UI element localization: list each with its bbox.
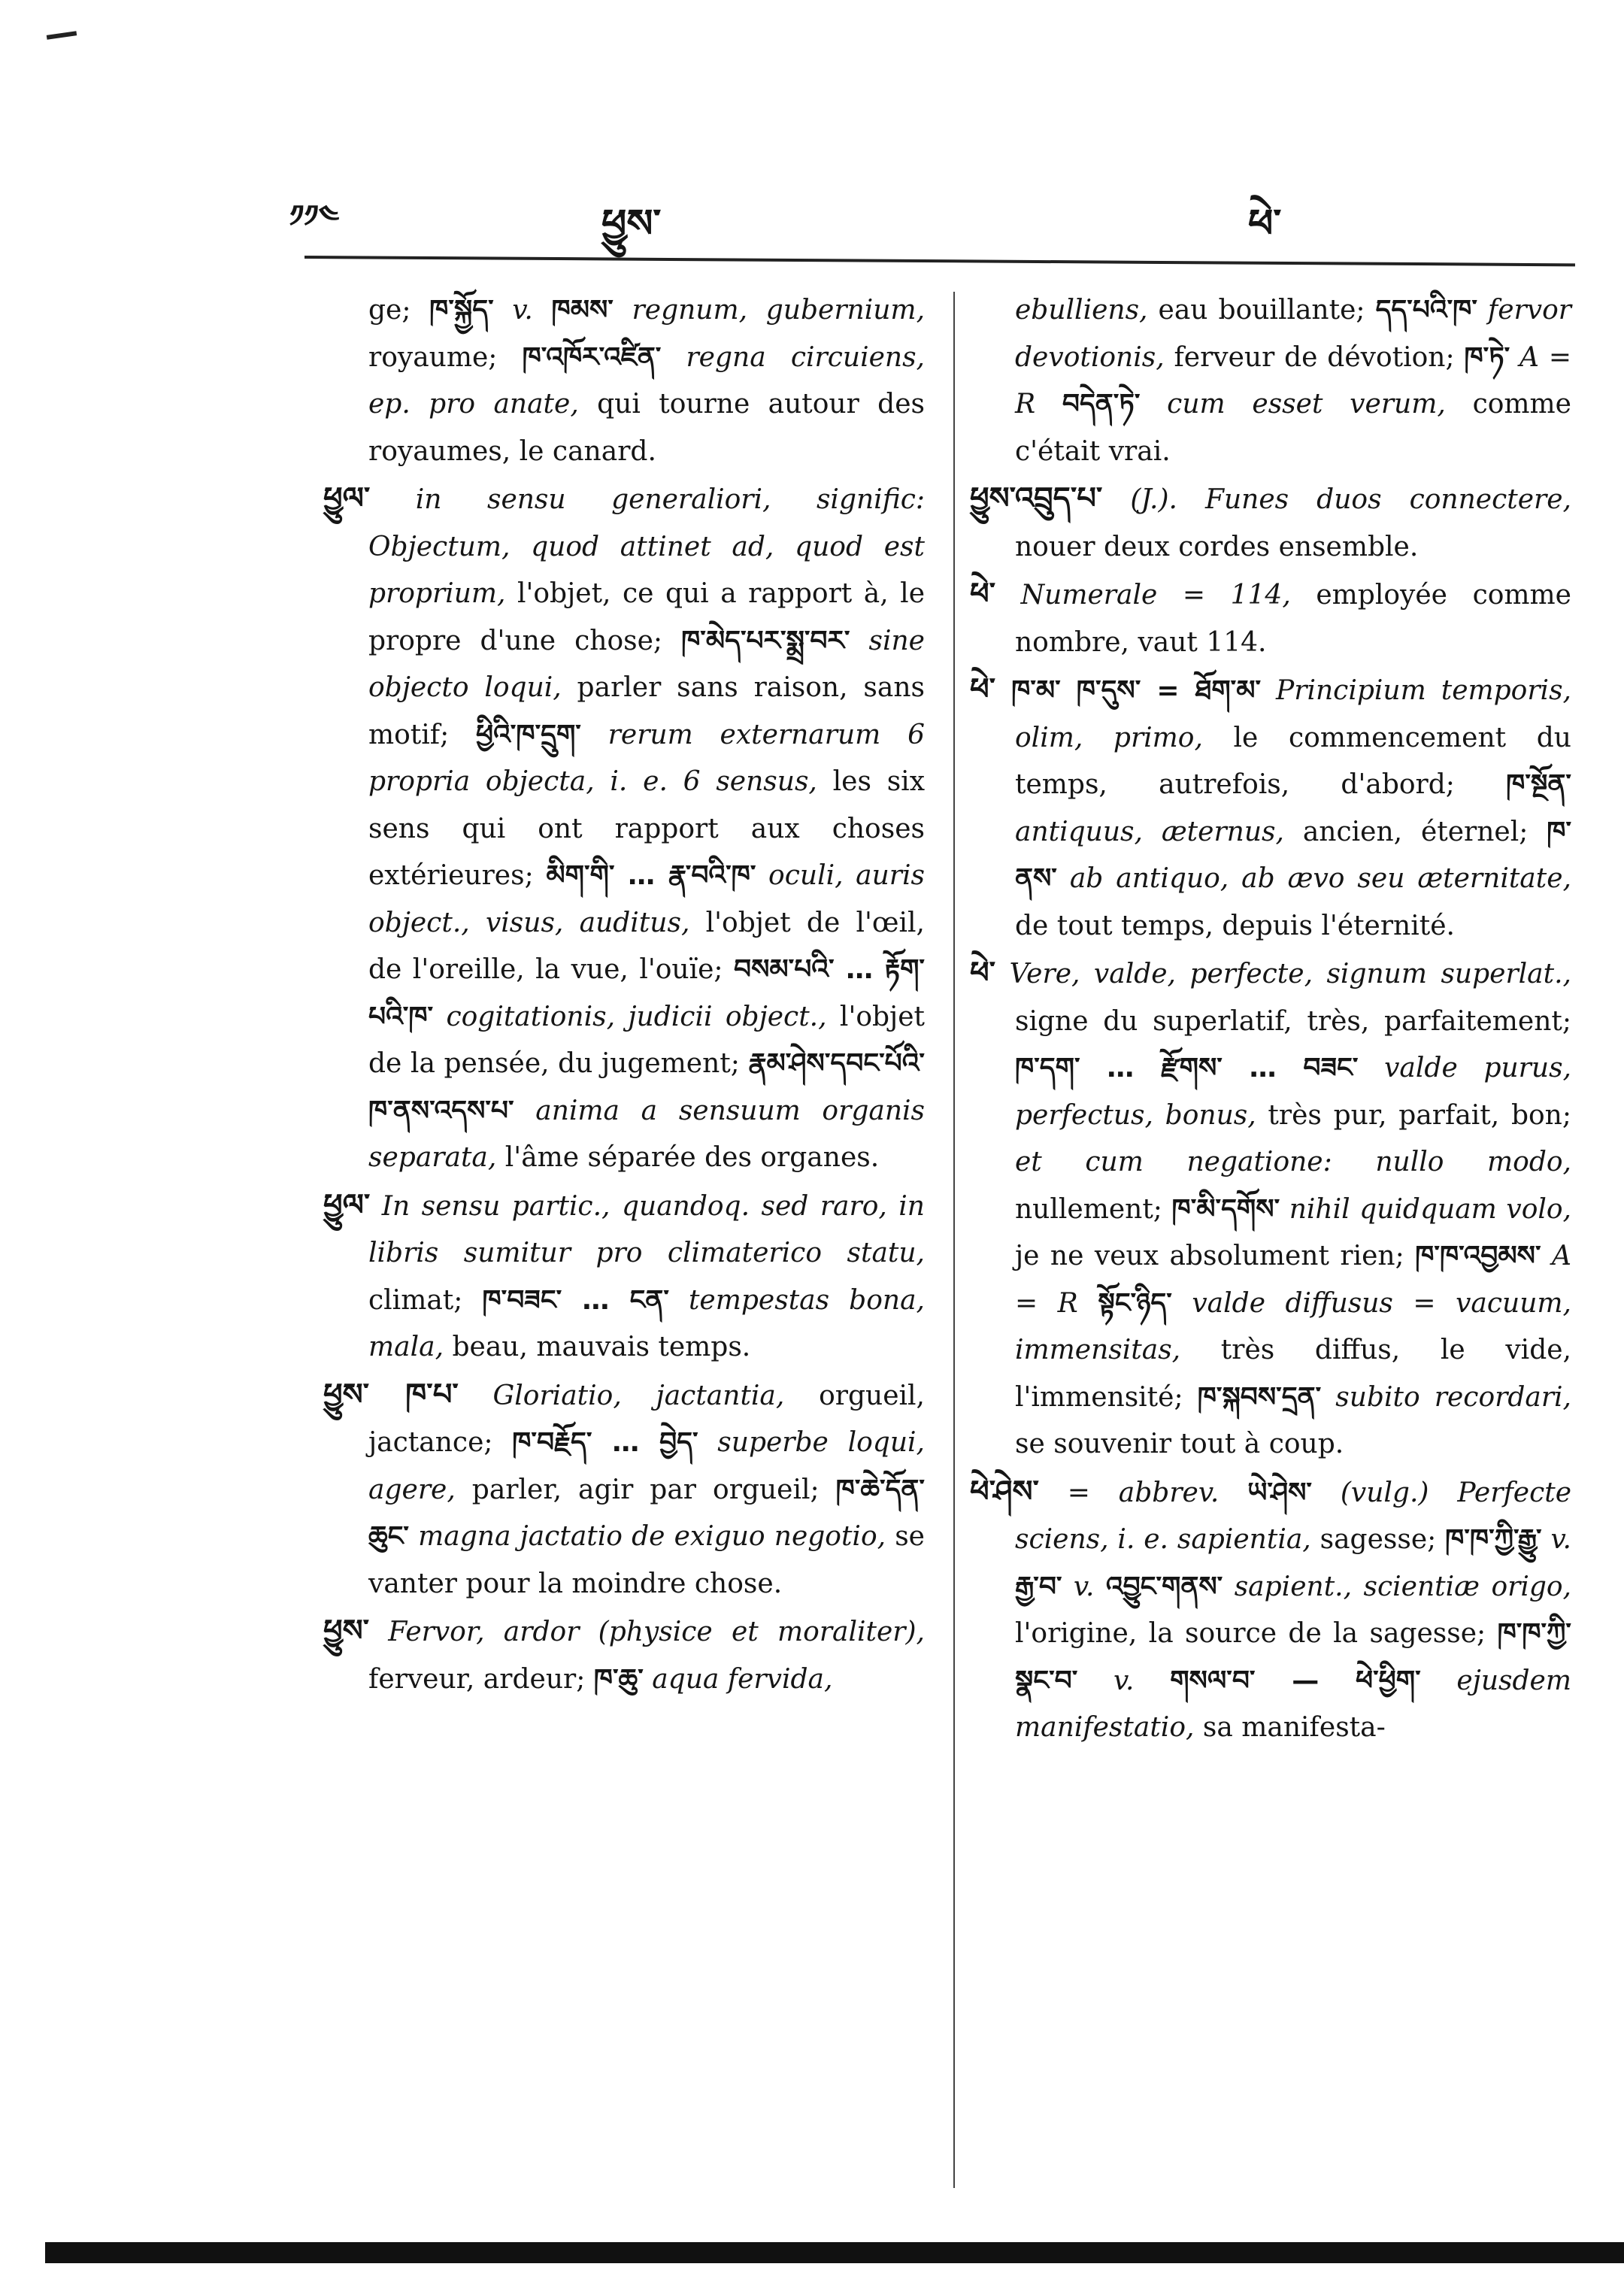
dictionary-entry <box>323 1182 925 1371</box>
column-divider <box>953 292 955 2188</box>
tibetan-term: ཁ་ཁ་འབྱམས་ <box>1415 1241 1541 1271</box>
french-gloss: très diffus, le vide, l'immensité; <box>1015 1335 1571 1413</box>
french-gloss: beau, mauvais temps. <box>444 1332 751 1362</box>
tibetan-term: ཁ་མི་དགོས་ <box>1171 1193 1280 1225</box>
french-gloss: employée comme nombre, vaut 114. <box>1015 580 1571 658</box>
french-gloss: ferveur de dévotion; <box>1164 341 1465 373</box>
french-gloss: l'objet de l'œil, de l'oreille, la vue, l'ouïe; <box>368 907 925 985</box>
french-gloss: ancien, éternel; <box>1283 816 1547 847</box>
dictionary-entry <box>323 1608 925 1703</box>
right-column <box>970 287 1571 1752</box>
french-gloss: royaume; <box>368 341 523 373</box>
latin-gloss: A = R <box>1015 1241 1571 1319</box>
latin-gloss: fervor devotionis, <box>1015 295 1571 373</box>
tibetan-term: ཁ་ནས་ <box>1015 816 1572 894</box>
bottom-scan-edge <box>45 2242 1624 2263</box>
latin-gloss: sapient., scientiæ origo, <box>1223 1571 1571 1602</box>
tibetan-term: ཁ་སྐབས་དྲན་ <box>1197 1381 1322 1413</box>
tibetan-term: མིག་གི་ … རྣ་བའི་ཁ་ <box>546 860 756 891</box>
french-gloss: l'origine, la source de la sagesse; <box>1015 1618 1498 1649</box>
french-gloss: l'objet, ce qui a rapport à, le propre d'une chose; <box>368 578 925 656</box>
tibetan-term: རྣམ་ཤེས་དབང་པོའི་ཁ་ནས་འདས་པ་ <box>368 1048 925 1126</box>
latin-gloss: cum esset verum, <box>1140 389 1446 420</box>
latin-gloss: oculi, auris object., visus, auditus, <box>368 860 926 938</box>
latin-gloss: v. <box>1541 1524 1572 1555</box>
latin-gloss: Fervor, ardor (physice et moraliter), <box>369 1617 925 1647</box>
french-gloss: climat; <box>368 1284 483 1316</box>
dictionary-entry <box>323 287 925 475</box>
dictionary-entry <box>970 287 1571 475</box>
french-gloss: nouer deux cordes ensemble. <box>1015 531 1419 562</box>
header-rule <box>304 256 1575 266</box>
tibetan-term: འབྱུང་གནས་ <box>1105 1571 1223 1602</box>
latin-gloss: In sensu partic., quandoq. sed raro, in libris sumitur pro climaterico statu, <box>368 1190 925 1268</box>
dictionary-entry <box>970 666 1571 950</box>
dictionary-entry <box>323 1371 925 1608</box>
entry-headword: ཕྱུལ་ <box>323 1187 371 1223</box>
latin-gloss: superbe loqui, agere, <box>368 1427 925 1505</box>
french-gloss: le commencement du temps, autrefois, d'abord; <box>1015 722 1571 800</box>
french-gloss: de tout temps, depuis l'éternité. <box>1015 910 1455 941</box>
latin-gloss: ebulliens, <box>1015 295 1148 326</box>
latin-gloss: (vulg.) Perfecte sciens, i. e. sapientia, <box>1015 1477 1572 1555</box>
tibetan-term: ཁ་སྔོན་ <box>1506 769 1571 800</box>
latin-gloss: in sensu generaliori, signific: Objectum, quod attinet ad, quod est proprium, <box>368 484 925 609</box>
left-column <box>323 287 925 1703</box>
french-gloss: sagesse; <box>1310 1524 1446 1555</box>
tibetan-term: བདེན་ཏེ་ <box>1062 389 1141 420</box>
tibetan-term: ཁ་ཆུ་ <box>593 1663 644 1695</box>
latin-gloss: antiquus, æternus, <box>1015 816 1284 847</box>
latin-gloss: = abbrev. <box>1038 1477 1248 1508</box>
tibetan-term: ཁ་ཁ་ཀྱི་རྒྱུ་ <box>1445 1524 1542 1555</box>
french-gloss: comme c'était vrai. <box>1015 389 1571 467</box>
french-gloss: l'objet de la pensée, du jugement; <box>368 1001 925 1079</box>
french-gloss: qui tourne autour des royaumes, le canard. <box>368 389 925 467</box>
entry-headword: ཕེ་ <box>970 956 996 990</box>
entry-headword: ཕྱུས་ <box>323 1614 370 1648</box>
entry-headword: ཕེ་ཤེས་ <box>970 1474 1039 1509</box>
french-gloss: orgueil, jactance; <box>368 1380 925 1458</box>
tibetan-term: ཕྱིའི་ཁ་དྲུག་ <box>476 719 581 750</box>
french-gloss: très pur, parfait, bon; <box>1256 1099 1571 1131</box>
french-gloss: sa manifesta- <box>1194 1712 1386 1743</box>
entry-headword: ཕྱུས་ ཁ་པ་ <box>323 1377 459 1412</box>
french-gloss: l'âme séparée des organes. <box>496 1142 880 1173</box>
latin-gloss: rerum externarum 6 propria objecta, i. e. 6 sensus, <box>368 719 925 797</box>
latin-gloss: aqua fervida, <box>643 1663 833 1695</box>
right-running-head: ཕེ་ <box>1248 202 1282 247</box>
latin-gloss: valde diffusus = vacuum, immensitas, <box>1015 1287 1572 1365</box>
latin-gloss: valde purus, perfectus, bonus, <box>1015 1053 1571 1131</box>
tibetan-term: ཁ་དག་ … རྫོགས་ … བཟང་ <box>1015 1053 1359 1083</box>
tibetan-term: ཁ་ཁ་ཀྱི་སྣང་བ་ <box>1015 1618 1571 1696</box>
corner-mark <box>47 31 77 40</box>
latin-gloss: Numerale = 114, <box>995 580 1291 611</box>
entry-headword: ཕྱུས་འབྲུད་པ་ <box>970 481 1103 516</box>
tibetan-term: ཁ་ཏེ་ <box>1464 341 1510 373</box>
tibetan-term: སྟོང་ཉིད་ <box>1098 1287 1172 1319</box>
dictionary-entry <box>970 475 1571 571</box>
french-gloss: eau bouillante; <box>1147 295 1376 326</box>
latin-gloss: regna circuiens, ep. pro anate, <box>368 341 925 420</box>
entry-headword: ཕེ་ <box>970 672 996 707</box>
latin-gloss: Gloriatio, jactantia, <box>458 1380 785 1411</box>
dictionary-entry <box>970 950 1571 1468</box>
tibetan-term: ཁ་མེད་པར་སྨྲ་བར་ <box>681 625 850 656</box>
latin-gloss: ejusdem manifestatio, <box>1015 1665 1571 1743</box>
latin-gloss: sine objecto loqui, <box>368 625 925 703</box>
latin-gloss: ab antiquo, ab ævo seu æternitate, <box>1056 863 1571 894</box>
latin-gloss: Vere, valde, perfecte, signum superlat., <box>995 959 1571 989</box>
entry-headword: ཕེ་ <box>970 577 996 611</box>
latin-gloss: A = R <box>1015 341 1571 420</box>
french-gloss: ferveur, ardeur; <box>368 1663 594 1695</box>
latin-gloss: v. <box>1062 1571 1106 1602</box>
tibetan-term: ཐོག་མ་ <box>1195 675 1262 706</box>
french-gloss: je ne veux absolument rien; <box>1015 1241 1416 1271</box>
latin-gloss: Principium temporis, olim, primo, <box>1015 675 1571 753</box>
latin-gloss: anima a sensuum organis separata, <box>368 1095 925 1173</box>
latin-gloss: v. <box>493 295 552 326</box>
tibetan-term: ཁ་བཟང་ … ངན་ <box>482 1284 669 1316</box>
latin-gloss: et cum negatione: nullo modo, <box>1015 1147 1571 1177</box>
french-gloss: parler, agir par orgueil; <box>455 1474 836 1505</box>
tibetan-term: ཁ་མ་ ཁ་དུས་ = <box>995 675 1195 706</box>
french-gloss: signe du superlatif, très, parfaitement; <box>1015 1005 1571 1037</box>
french-gloss: les six sens qui ont rapport aux choses extérieures; <box>368 766 925 891</box>
latin-gloss: subito recordari, <box>1321 1381 1571 1413</box>
tibetan-term: བསམ་པའི་ … རྟོག་པའི་ཁ་ <box>368 954 925 1032</box>
french-gloss: parler sans raison, sans motif; <box>368 672 925 750</box>
tibetan-term: གསལ་བ་ — ཕེ་ཕྱིག་ <box>1170 1665 1421 1696</box>
tibetan-term: དད་པའི་ཁ་ <box>1375 295 1477 326</box>
tibetan-term: ཡེ་ཤེས་ <box>1247 1477 1312 1508</box>
tibetan-term: རྒྱ་བ་ <box>1015 1571 1062 1602</box>
tibetan-term: ཁམས་ <box>551 295 614 326</box>
tibetan-term: ཁ་སྐྱོད་ <box>429 295 494 326</box>
french-gloss: se vanter pour la moindre chose. <box>368 1521 925 1599</box>
dictionary-entry <box>970 571 1571 666</box>
latin-gloss: nihil quidquam volo, <box>1280 1193 1571 1225</box>
tibetan-term: ཁ་འཁོར་འཛིན་ <box>522 341 662 373</box>
french-gloss: se souvenir tout à coup. <box>1015 1429 1344 1459</box>
left-running-head: ཕྱུས་ <box>601 202 662 247</box>
tibetan-term: ཁ་བརྗོད་ … བྱེད་ <box>512 1427 698 1458</box>
latin-gloss: cogitationis, judicii object., <box>433 1001 827 1032</box>
latin-gloss: tempestas bona, mala, <box>368 1284 925 1362</box>
french-gloss: nullement; <box>1015 1193 1172 1225</box>
dictionary-entry <box>970 1468 1571 1752</box>
latin-gloss: magna jactatio de exiguo negotio, <box>408 1521 886 1552</box>
latin-gloss: (J.). Funes duos connectere, <box>1102 484 1571 515</box>
page-number: ༡༡༤ <box>289 199 340 234</box>
page-header <box>0 174 1624 247</box>
entry-headword: ཕྱུལ་ <box>323 481 371 516</box>
french-gloss: ge; <box>368 295 430 326</box>
tibetan-term: ཁ་ཆེ་དོན་ཆུང་ <box>368 1474 925 1552</box>
latin-gloss: regnum, gubernium, <box>613 295 926 326</box>
latin-gloss: v. <box>1077 1665 1171 1696</box>
dictionary-entry <box>323 475 925 1182</box>
